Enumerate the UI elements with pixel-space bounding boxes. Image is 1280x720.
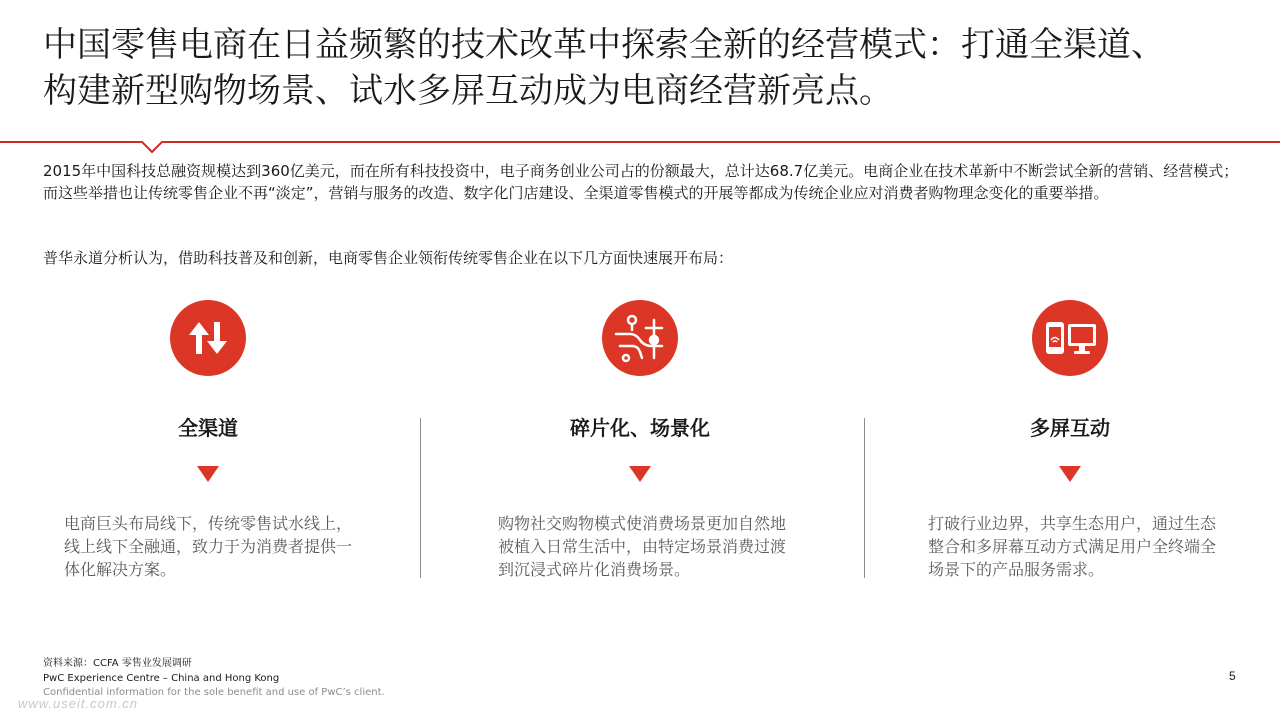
title-line-2: 构建新型购物场景、试水多屏互动成为电商经营新亮点。 xyxy=(43,71,893,111)
title-divider xyxy=(0,141,1280,143)
down-triangle-icon xyxy=(629,466,651,482)
multi-screen-icon xyxy=(1032,300,1108,376)
column-description: 电商巨头布局线下，传统零售试水线上，线上线下全融通，致力于为消费者提供一体化解决方案。 xyxy=(64,514,353,579)
down-triangle-icon xyxy=(197,466,219,482)
intro-paragraph: 2015年中国科技总融资规模达到360亿美元，而在所有科技投资中，电子商务创业公司占的份额最大，总计达68.7亿美元。电商企业在技术革新中不断尝试全新的营销、经营模式；而这些举措也让传统零售企业不再“淡定”，营销与服务的改造、数字化门店建设、全渠道零售模式的开展等都成为传统企业应对消费者购物理念变化的重要举措。 xyxy=(43,162,1239,202)
column-heading: 碎片化、场景化 xyxy=(570,416,710,440)
up-down-arrows-icon xyxy=(170,300,246,376)
title-divider-notch xyxy=(141,131,164,154)
column-multiscreen xyxy=(920,300,1220,600)
confidential-note: Confidential information for the sole benefit and use of PwC’s client. xyxy=(43,687,385,698)
column-omnichannel xyxy=(58,300,358,600)
page-title xyxy=(43,22,1243,114)
page-number: 5 xyxy=(1229,669,1236,683)
column-fragmentation xyxy=(490,300,790,600)
organization-note: PwC Experience Centre – China and Hong Kong xyxy=(43,673,280,684)
watermark: www.useit.com.cn xyxy=(18,696,139,711)
column-heading: 全渠道 xyxy=(178,416,238,440)
analysis-paragraph: 普华永道分析认为，借助科技普及和创新，电商零售企业领衔传统零售企业在以下几方面快速展开布局： xyxy=(43,249,734,267)
title-line-1: 中国零售电商在日益频繁的技术改革中探索全新的经营模式：打通全渠道、 xyxy=(43,25,1165,65)
column-divider xyxy=(420,418,421,578)
column-heading: 多屏互动 xyxy=(1030,416,1110,440)
column-description: 购物社交购物模式使消费场景更加自然地被植入日常生活中，由特定场景消费过渡到沉浸式碎片化消费场景。 xyxy=(498,514,787,579)
route-map-icon xyxy=(602,300,678,376)
down-triangle-icon xyxy=(1059,466,1081,482)
source-note: 资料来源：CCFA 零售业发展调研 xyxy=(43,658,192,669)
column-description: 打破行业边界，共享生态用户，通过生态整合和多屏幕互动方式满足用户全终端全场景下的产品服务需求。 xyxy=(928,514,1217,579)
column-divider xyxy=(864,418,865,578)
